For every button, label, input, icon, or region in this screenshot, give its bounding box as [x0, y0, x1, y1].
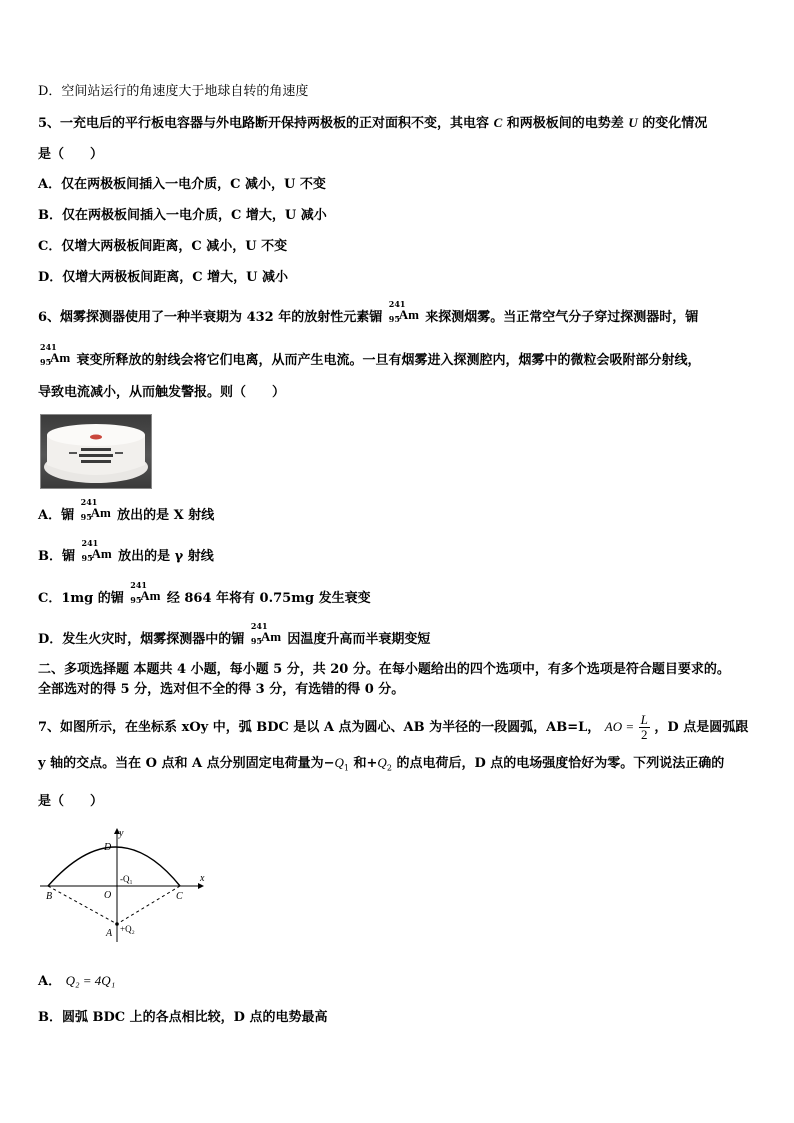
q5-text-a: 5、一充电后的平行板电容器与外电路断开保持两极板的正对面积不变，其电容 [38, 116, 490, 131]
q5-option-d[interactable]: D．仅增大两极板间距离，C 增大，U 减小 [38, 270, 289, 285]
question-6-line3: 导致电流减小，从而触发警报。则（ ） [38, 385, 286, 400]
q7-option-a[interactable]: A． Q₂ = 4Q₁ [38, 973, 116, 989]
label-d: D [104, 842, 112, 853]
symbol-c: C [493, 115, 503, 130]
q6-option-b[interactable]: B．镅 241 95 Am 放出的是 γ 射线 [38, 538, 214, 564]
nuclide-am241: 241 95 Am [40, 342, 71, 367]
q6-text-line2: 衰变所释放的射线会将它们电离，从而产生电流。一旦有烟雾进入探测腔内，烟雾中的微粒会吸附部分射线， [76, 353, 701, 368]
q6-text-a: 6、烟雾探测器使用了一种半衰期为 432 年的放射性元素镅 [38, 310, 383, 325]
q5-text-c: 的变化情况 [642, 116, 708, 131]
q5-option-a[interactable]: A．仅在两极板间插入一电介质，C 减小，U 不变 [38, 177, 326, 192]
smoke-detector-photo [40, 414, 152, 489]
section-2-heading-line1: 二、多项选择题 本题共 4 小题，每小题 5 分，共 20 分。在每小题给出的四个选项中，有多个选项是符合题目要求的。 [38, 662, 730, 677]
option-d-q4: D．空间站运行的角速度大于地球自转的角速度 [38, 84, 309, 99]
nuclide-am241: 241 95 Am [388, 299, 419, 324]
nuclide-am241: 241 95 Am [80, 497, 111, 522]
symbol-u: U [628, 115, 638, 130]
nuclide-am241: 241 95 Am [130, 580, 161, 605]
q7-text-b: ，D 点是圆弧跟 [654, 720, 749, 735]
label-c: C [176, 891, 183, 902]
q5-option-b[interactable]: B．仅在两极板间插入一电介质，C 增大，U 减小 [38, 208, 327, 223]
q7-figure [38, 826, 208, 948]
q6-text-b: 来探测烟雾。当正常空气分子穿过探测器时，镅 [425, 310, 699, 325]
question-6-line2 [38, 342, 760, 370]
question-6-line1 [38, 299, 760, 327]
q7-fraction: $\frac{L}{2}$ [640, 712, 648, 742]
q7-text-a: 7、如图所示，在坐标系 xOy 中，弧 BDC 是以 A 点为圆心、AB 为半径的一段圆弧，AB=L， [38, 720, 601, 735]
q6-option-d[interactable]: D．发生火灾时，烟雾探测器中的镅 241 95 Am 因温度升高而半衰期变短 [38, 621, 431, 647]
question-5-line2: 是（ ） [38, 147, 104, 162]
label-plus-q2: +Q₂ [120, 924, 135, 934]
label-o: O [104, 890, 112, 901]
question-7-line2: y 轴的交点。当在 O 点和 A 点分别固定电荷量为$-Q_1$ 和$+Q_2$ 的点电荷后，D 点的电场强度恰好为零。下列说法正确的 [38, 755, 725, 773]
q7-option-b[interactable]: B．圆弧 BDC 上的各点相比较，D 点的电势最高 [38, 1010, 328, 1025]
q5-option-c[interactable]: C．仅增大两极板间距离，C 减小，U 不变 [38, 239, 288, 254]
section-2-heading-line2: 全部选对的得 5 分，选对但不全的得 3 分，有选错的得 0 分。 [38, 682, 405, 697]
question-7-line1 [38, 713, 760, 742]
q5-text-b: 和两极板间的电势差 [506, 116, 624, 131]
q6-option-c[interactable]: C．1mg 的镅 241 95 Am 经 864 年将有 0.75mg 发生衰变 [38, 580, 371, 606]
label-minus-q1: -Q₁ [120, 874, 133, 884]
nuclide-am241: 241 95 Am [81, 538, 112, 563]
question-7-line3: 是（ ） [38, 794, 104, 809]
q6-option-a[interactable]: A．镅 241 95 Am 放出的是 X 射线 [38, 497, 215, 523]
label-b: B [46, 891, 53, 902]
label-a: A [106, 928, 113, 939]
y-axis-label: y [119, 828, 124, 839]
nuclide-am241: 241 95 Am [250, 621, 282, 646]
question-5-line1 [38, 114, 760, 133]
x-axis-label: x [200, 873, 205, 884]
q7-ao: AO = [604, 719, 635, 734]
